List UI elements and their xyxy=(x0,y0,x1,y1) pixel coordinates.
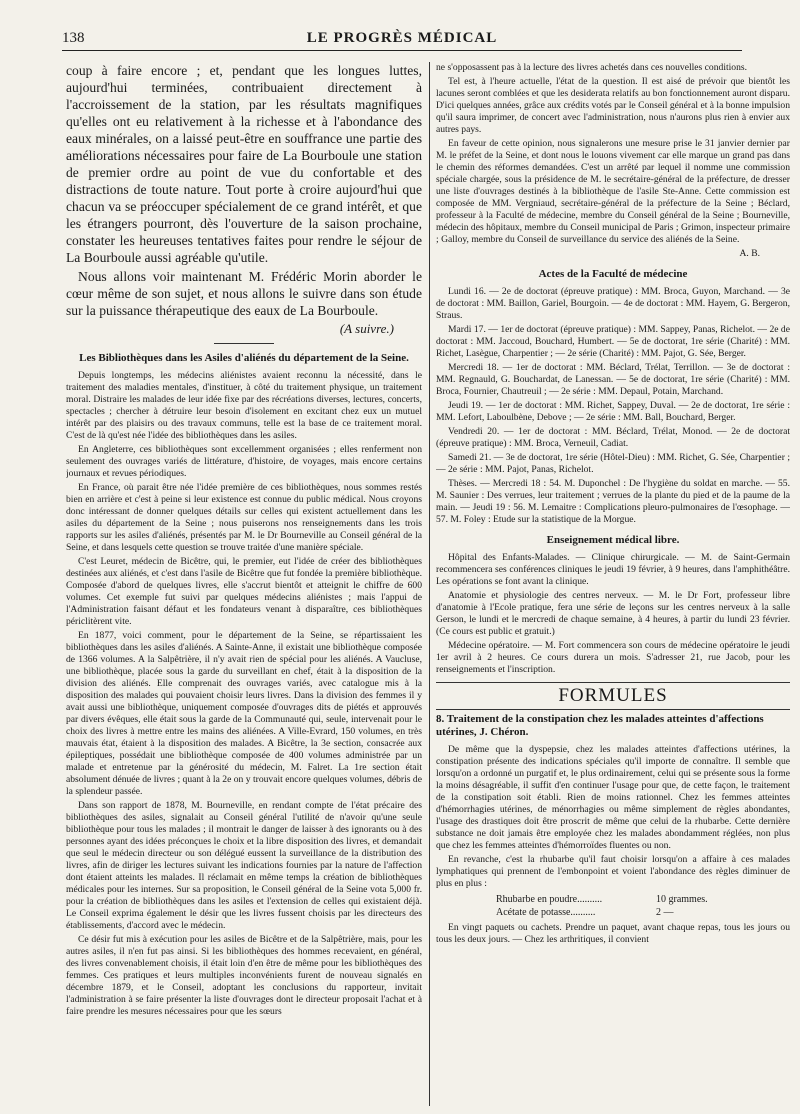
continuation-paragraph: coup à faire encore ; et, pendant que les longues luttes, aujourd'hui terminées, contribuaient directement à l'accroissement de la station, par les résultats magnifiques qu'elles ont eu relativement à la richesse et à l'abondance des eaux minérales, on a laissé peut-être en souffrance une partie des améliorations nécessaires pour faire de La Bourboule une station de premier ordre au point de vue du confortable et des distractions de toute nature. Tout porte à croire aujourd'hui que chacun va se préoccuper spécialement de ce grand intérêt, et que les étrangers pourront, dès l'ouverture de la saison prochaine, constater les heureuses tentatives faites pour rendre le séjour de La Bourboule aussi agréable qu'utile. xyxy=(66,63,422,265)
left-column xyxy=(66,62,422,1106)
enseignement-paragraph: Hôpital des Enfants-Malades. — Clinique chirurgicale. — M. de Saint-Germain recommencera ses conférences cliniques le jeudi 19 février, à 9 heures, dans l'amphithéâtre. Les opérations se font avant la clinique. xyxy=(436,552,790,587)
article-paragraph: Ce désir fut mis à exécution pour les asiles de Bicêtre et de la Salpêtrière, mais, pour les autres asiles, il n'en fut pas ainsi. Si les bibliothèques des hommes recevaient, en général, des livres convenablement choisis, il était loin d'en être de même pour les bibliothèques des femmes. Ces pratiques et leurs multiples inconvénients furent de nouveau signalés en décembre 1879, et le Conseil, adoptant les conclusions du rapporteur, invitait l'administration à se faire présenter la liste d'ouvrages dont le directeur proposait l'achat et à faire prendre les mesures nécessaires pour que les sœurs xyxy=(66,934,422,1017)
article-paragraph: Depuis longtemps, les médecins aliénistes avaient reconnu la nécessité, dans le traitement des maladies mentales, d'instituer, à côté du traitement physique, un traitement moral. Distraire les malades de leur idée fixe par des récréations diverses, lectures, concerts, spectacles ; chercher à détruire leur besoin d'isolement en excitant chez eux un mutuel intérêt par des plaisirs ou des travaux communs, telle est la base de ce traitement moral. C'est de là qu'est née l'idée des bibliothèques dans les asiles. xyxy=(66,370,422,441)
continuation-paragraph: Nous allons voir maintenant M. Frédéric Morin aborder le cœur même de son sujet, et nous allons le suivre dans son étude sur la puissance thérapeutique des eaux de La Bourboule. xyxy=(66,269,422,318)
actes-paragraph: Thèses. — Mercredi 18 : 54. M. Duponchel : De l'hygiène du soldat en marche. — 55. M. Saunier : Des verrues, leur traitement ; verrues de la plante du pied et de la paume de la main. — Jeudi 19 : 56. M. Lemaitre : Complications pleuro-pulmonaires de l'œsophage. — 57. M. Foley : Etude sur la statistique de la Morgue. xyxy=(436,478,790,525)
article-paragraph: En 1877, voici comment, pour le département de la Seine, se répartissaient les bibliothèques dans les asiles d'aliénés. A Sainte-Anne, il existait une bibliothèque composée de 1366 volumes. A la Salpêtrière, il n'y avait rien de spécial pour les aliénés. A Vaucluse, une bibliothèque, placée sous la garde du surveillant en chef, était à la disposition de la division des aliénés. Elle comprenait des ouvrages variés, avec catalogue mis à la disposition des malades qui pouvaient choisir leurs livres. Dans la division des femmes il y avait aussi une bibliothèque, uniquement composée d'ouvrages dits de piétés et approuvés par divers évêques, elle était sous la garde de la Communauté qui, seule, intervenait pour le choix des livres à mettre entre les mains des aliénées. A Ville-Evrard, 150 volumes, en très mauvais état, étaient à la disposition des malades. A Bicêtre, la 3e section, consacrée aux épileptiques, possédait une bibliothèque composée de 400 volumes administrée par un malade et entretenue par la générosité du médecin, M. Falret. La 1re section était absolument dénuée de livres ; quant à la 2e on y trouvait encore quelques volumes, débris de la splendeur passée. xyxy=(66,630,422,797)
recipe-line xyxy=(496,893,790,906)
formula-paragraph: En revanche, c'est la rhubarbe qu'il faut choisir lorsqu'on a affaire à ces malades lymphatiques qui prennent de l'embonpoint et voient l'abondance des règles diminuer de plus en plus : xyxy=(436,854,790,889)
continuation-paragraph: Tel est, à l'heure actuelle, l'état de la question. Il est aisé de prévoir que bientôt les lacunes seront comblées et que les desiderata relatifs au bon fonctionnement auront disparu. D'ici quelques années, grâce aux crédits votés par le Conseil général et à la bonne impulsion qu'il saura imprimer, de concert avec l'administration, nous n'aurons plus rien à envier aux autres pays. xyxy=(436,76,790,135)
enseignement-paragraph: Médecine opératoire. — M. Fort commencera son cours de médecine opératoire le jeudi 1er avril à 2 heures. Ce cours durera un mois. S'adresser 21, rue Jacob, pour les renseignements et l'inscription. xyxy=(436,640,790,675)
actes-paragraph: Samedi 21. — 3e de doctorat, 1re série (Hôtel-Dieu) : MM. Richet, G. Sée, Charpentier ; — 2e série : MM. Pajot, Panas, Richelot. xyxy=(436,452,790,475)
article-paragraph: En France, où parait être née l'idée première de ces bibliothèques, nous sommes restés bien en arrière et c'est à peine si leur existence est connue du public médical. Nous croyons donc intéressant de donner quelques détails sur celles qui existent actuellement dans les asiles du département de la Seine ; nous puiserons nos renseignements dans les trois rapports sur les asiles d'aliénés, présentés par M. le Dr Bourneville au Conseil général de la Seine, et dans lesquels cette question se trouve traitée d'une manière spéciale. xyxy=(66,482,422,553)
actes-paragraph: Vendredi 20. — 1er de doctorat : MM. Béclard, Trélat, Monod. — 2e de doctorat (épreuve pratique) : MM. Broca, Verneuil, Cadiat. xyxy=(436,426,790,449)
section-title-enseignement: Enseignement médical libre. xyxy=(546,534,680,546)
journal-title: LE PROGRÈS MÉDICAL xyxy=(306,30,498,46)
section-title-actes: Actes de la Faculté de médecine xyxy=(538,268,688,280)
enseignement-paragraph: Anatomie et physiologie des centres nerveux. — M. le Dr Fort, professeur libre d'anatomie à l'Ecole pratique, fera une série de leçons sur les centres nerveux à la salle Gerson, le lundi et le mercredi de chaque semaine, à 4 heures, à partir du lundi 23 février. (Ce cours est public et gratuit.) xyxy=(436,590,790,637)
to-be-continued: (A suivre.) xyxy=(339,321,394,336)
actes-paragraph: Lundi 16. — 2e de doctorat (épreuve pratique) : MM. Broca, Guyon, Marchand. — 3e de doctorat : MM. Baillon, Gariel, Bourgoin. — 4e de doctorat : MM. Hayem, G. Bergeron, Straus. xyxy=(436,286,790,321)
recipe-quantity: 10 grammes. xyxy=(656,894,708,905)
formules-heading: FORMULES xyxy=(436,682,790,710)
recipe-quantity: 2 — xyxy=(656,907,674,918)
actes-paragraph: Mercredi 18. — 1er de doctorat : MM. Béclard, Trélat, Terrillon. — 3e de doctorat : MM. Regnauld, G. Bouchardat, de Lanessan. — 5e de doctorat, 1re série (Charité) : MM. Broca, Fournier, Chautreuil ; — 2e série : MM. Depaul, Potain, Marchand. xyxy=(436,362,790,397)
continuation-paragraph: ne s'opposassent pas à la lecture des livres achetés dans ces nouvelles conditions. xyxy=(436,62,748,73)
recipe-ingredient: Acétate de potasse.......... xyxy=(496,907,596,918)
column-divider xyxy=(429,62,430,1106)
right-column xyxy=(436,62,790,1106)
formula-paragraph: En vingt paquets ou cachets. Prendre un paquet, avant chaque repas, tous les jours ou tous les deux jours. — Chez les arthritiques, il convient xyxy=(436,922,790,945)
article-title: Les Bibliothèques dans les Asiles d'aliénés du département de la Seine. xyxy=(79,352,409,364)
article-paragraph: C'est Leuret, médecin de Bicêtre, qui, le premier, eut l'idée de créer des bibliothèques destinées aux aliénés, et c'est dans l'asile de Bicêtre que fut fondée la première bibliothèque. Composée d'abord de quelques livres, elle s'accrut bientôt et atteignit le chiffre de 600 volumes. Cet exemple fut suivi par quelques médecins aliénistes ; mais l'appui de l'Administration faisant défaut et les fondateurs venant à disparaître, ces bibliothèques périclitèrent vite. xyxy=(66,556,422,627)
actes-paragraph: Mardi 17. — 1er de doctorat (épreuve pratique) : MM. Sappey, Panas, Richelot. — 2e de doctorat : MM. Jaccoud, Bouchard, Humbert. — 5e de doctorat, 1re série (Charité) : MM. Richet, Lasègue, Charpentier ; — 2e série (Charité) : MM. Pajot, G. Sée, Berger. xyxy=(436,324,790,359)
article-signature: A. B. xyxy=(739,248,760,259)
page-number: 138 xyxy=(62,30,85,46)
formula-title: 8. Traitement de la constipation chez les malades atteintes d'affections utérines, J. Chéron. xyxy=(436,713,764,738)
recipe-line xyxy=(496,906,790,919)
article-paragraph: Dans son rapport de 1878, M. Bourneville, en rendant compte de l'état précaire des bibliothèques des asiles, signalait au Conseil général l'utilité de n'avoir qu'une seule bibliothèque pour tous les malades ; il montrait le danger de laisser à des ignorants ou à des personnes ayant des idées préconçues le choix et la libre disposition des livres, et demandait que seul le médecin directeur ou son délégué eussent la surveillance de la distribution des livres, afin de diriger les lectures suivant les indications fournies par la nature de l'affection dont étaient atteints les malades. Il réclamait en même temps la création de bibliothèques médicales pour les internes. Sur sa proposition, le Conseil général de la Seine vota 5,000 fr. pour la création de bibliothèques dans les asiles et l'extension de celles qui existaient déjà. Le Conseil exprima également le désir que les livres fussent choisis par les directeurs des établissements, d'accord avec le médecin. xyxy=(66,800,422,931)
formula-paragraph: De même que la dyspepsie, chez les malades atteintes d'affections utérines, la constipation présente des indications spéciales qu'il importe de connaître. Il semble que lorsqu'on a ordonné un purgatif et, le plus ordinairement, celui qui se présente sous la forme la moins désagréable, il suffit d'en continuer l'usage pour que, de cette façon, le traitement de la constipation soit établi. Rien de moins rationnel. Chez les femmes atteintes d'hémorrhagies utérines, de ménorrhagies ou même simplement de règles abondantes, l'usage des drastiques doit être proscrit de même que celui de la rhubarbe. Cette dernière substance ne doit jamais être employée chez les malades abondamment réglées, non plus que chez les femmes atteintes d'hémorroïdes fluentes ou non. xyxy=(436,744,790,851)
separator xyxy=(214,343,274,344)
recipe-ingredient: Rhubarbe en poudre.......... xyxy=(496,894,603,905)
continuation-paragraph: En faveur de cette opinion, nous signalerons une mesure prise le 31 janvier dernier par M. le préfet de la Seine, et dont nous le louons vivement car elle marque un grand pas dans le chemin des réformes demandées. C'est un arrêté par lequel il nomme une commission spéciale chargée, sous la présidence de M. le secrétaire-général de la préfecture, de dresser une liste d'ouvrages destinés à la bibliothèque de l'asile Ste-Anne. Cette commission est composée de MM. Vergniaud, secrétaire-général de la préfecture de la Seine ; Béclard, professeur à la Faculté de médecine, membre du Conseil général de la Seine ; Bourneville, médecin des hôpitaux, membre du Conseil municipal de Paris ; Grimon, inspecteur primaire ; Galloy, membre du Conseil de surveillance du service des aliénés de la Seine. xyxy=(436,138,790,245)
article-paragraph: En Angleterre, ces bibliothèques sont excellemment organisées ; elles renferment non seulement des ouvrages variés de littérature, d'histoire, de voyages, mais encore certains journaux et revues périodiques. xyxy=(66,444,422,479)
actes-paragraph: Jeudi 19. — 1er de doctorat : MM. Richet, Sappey, Duval. — 2e de doctorat, 1re série : MM. Lefort, Laboulbène, Debove ; — 2e série : MM. Ball, Bouchard, Berger. xyxy=(436,400,790,423)
page-header xyxy=(62,30,742,51)
recipe xyxy=(496,893,790,919)
